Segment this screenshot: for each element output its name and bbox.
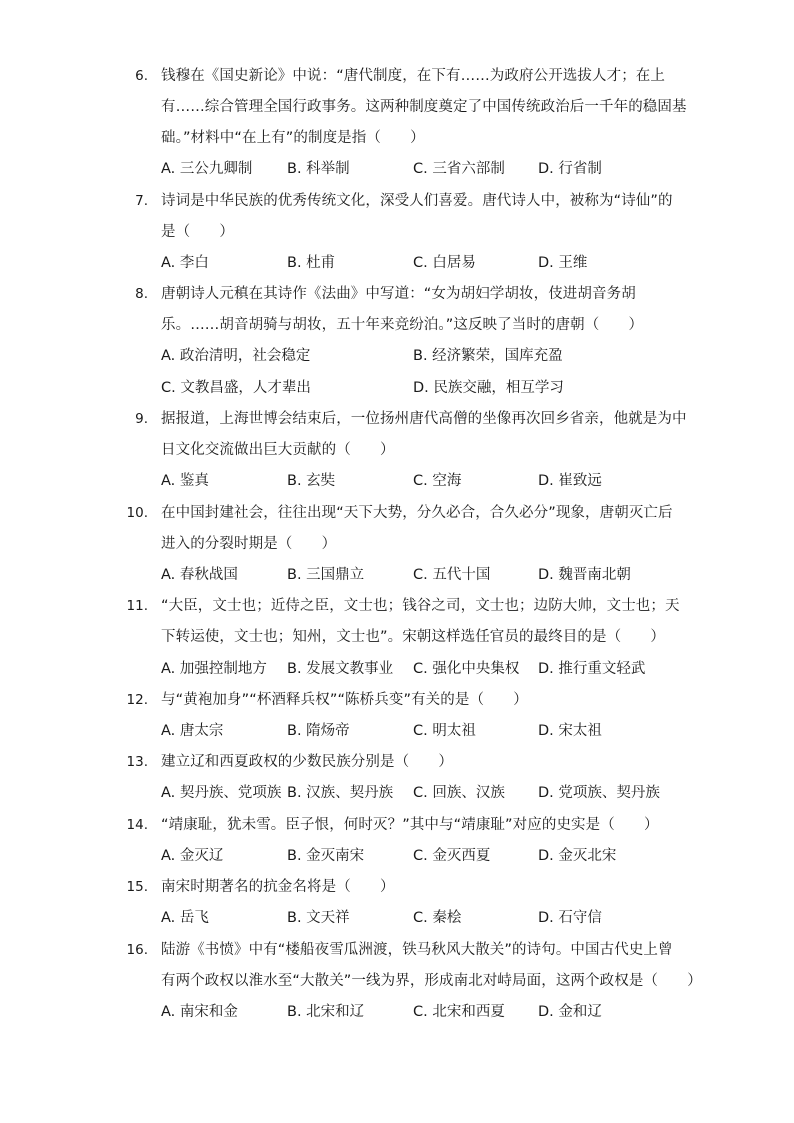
option-c: C. 白居易	[413, 255, 476, 271]
option-b: B. 科举制	[287, 161, 350, 177]
option-c: C. 三省六部制	[413, 161, 505, 177]
option-b: B. 隋炀帝	[287, 723, 350, 739]
option-b: B. 玄奘	[287, 473, 336, 489]
question-number: 12.	[126, 692, 148, 708]
option-a: A. 岳飞	[161, 910, 209, 926]
question-text-line: “靖康耻，犹未雪。臣子恨，何时灭？”其中与“靖康耻”对应的史实是（ ）	[161, 817, 659, 833]
question-text-line: 进入的分裂时期是（ ）	[161, 536, 337, 552]
question-text-line: 下转运使，文士也；知州，文士也”。宋朝这样选任官员的最终目的是（ ）	[161, 629, 666, 645]
option-c: C. 文教昌盛，人才辈出	[161, 380, 311, 396]
option-b: B. 发展文教事业	[287, 661, 394, 677]
question-number: 10.	[126, 505, 148, 521]
question-text-line: 有……综合管理全国行政事务。这两种制度奠定了中国传统政治后一千年的稳固基	[161, 99, 687, 115]
option-b: B. 北宋和辽	[287, 1004, 365, 1020]
option-a: A. 唐太宗	[161, 723, 224, 739]
option-b: B. 汉族、契丹族	[287, 785, 394, 801]
option-a: A. 政治清明，社会稳定	[161, 348, 311, 364]
option-a: A. 鉴真	[161, 473, 209, 489]
question-number: 9.	[135, 411, 148, 427]
question-text-line: 是（ ）	[161, 224, 234, 240]
question-number: 7.	[135, 193, 148, 209]
option-d: D. 金和辽	[538, 1004, 602, 1020]
option-a: A. 加强控制地方	[161, 661, 267, 677]
option-c: C. 金灭西夏	[413, 848, 491, 864]
option-c: C. 回族、汉族	[413, 785, 505, 801]
option-c: C. 北宋和西夏	[413, 1004, 505, 1020]
option-d: D. 魏晋南北朝	[538, 567, 631, 583]
question-text-line: 在中国封建社会，往往出现“天下大势，分久必合，合久必分”现象，唐朝灭亡后	[161, 505, 673, 521]
option-c: C. 明太祖	[413, 723, 476, 739]
option-a: A. 李白	[161, 255, 209, 271]
question-text-line: 据报道，上海世博会结束后，一位扬州唐代高僧的坐像再次回乡省亲，他就是为中	[161, 411, 687, 427]
question-text-line: 陆游《书愤》中有“楼船夜雪瓜洲渡，铁马秋风大散关”的诗句。中国古代史上曾	[161, 942, 673, 958]
option-a: A. 金灭辽	[161, 848, 224, 864]
option-a: A. 春秋战国	[161, 567, 238, 583]
option-a: A. 南宋和金	[161, 1004, 238, 1020]
question-number: 8.	[135, 286, 148, 302]
option-d: D. 崔致远	[538, 473, 602, 489]
option-b: B. 杜甫	[287, 255, 336, 271]
option-d: D. 王维	[538, 255, 588, 271]
question-text-line: 础。”材料中“在上有”的制度是指（ ）	[161, 130, 425, 146]
option-c: C. 空海	[413, 473, 462, 489]
option-a: A. 三公九卿制	[161, 161, 253, 177]
option-d: D. 推行重文轻武	[538, 661, 646, 677]
option-d: D. 党项族、契丹族	[538, 785, 660, 801]
question-number: 14.	[126, 817, 148, 833]
option-d: D. 行省制	[538, 161, 602, 177]
option-c: C. 五代十国	[413, 567, 491, 583]
question-text-line: 乐。……胡音胡骑与胡妆，五十年来竞纷泊。”这反映了当时的唐朝（ ）	[161, 317, 644, 333]
question-number: 16.	[126, 942, 148, 958]
question-text-line: 诗词是中华民族的优秀传统文化，深受人们喜爱。唐代诗人中，被称为“诗仙”的	[161, 193, 673, 209]
question-text-line: 钱穆在《国史新论》中说：“唐代制度，在下有……为政府公开选拔人才；在上	[161, 68, 666, 84]
option-d: D. 宋太祖	[538, 723, 602, 739]
question-number: 11.	[126, 598, 148, 614]
question-text-line: 南宋时期著名的抗金名将是（ ）	[161, 879, 395, 895]
question-number: 6.	[135, 68, 148, 84]
question-text-line: 与“黄袍加身”“杯酒释兵权”“陈桥兵变”有关的是（ ）	[161, 692, 528, 708]
question-number: 13.	[126, 754, 148, 770]
option-c: C. 秦桧	[413, 910, 462, 926]
question-number: 15.	[126, 879, 148, 895]
option-d: D. 民族交融，相互学习	[413, 380, 564, 396]
question-text-line: 建立辽和西夏政权的少数民族分别是（ ）	[161, 754, 453, 770]
option-d: D. 金灭北宋	[538, 848, 617, 864]
question-text-line: “大臣，文士也；近侍之臣，文士也；钱谷之司，文士也；边防大帅，文士也；天	[161, 598, 680, 614]
option-c: C. 强化中央集权	[413, 661, 520, 677]
option-b: B. 经济繁荣，国库充盈	[413, 348, 563, 364]
option-b: B. 金灭南宋	[287, 848, 365, 864]
option-d: D. 石守信	[538, 910, 602, 926]
option-b: B. 三国鼎立	[287, 567, 365, 583]
question-text-line: 日文化交流做出巨大贡献的（ ）	[161, 442, 395, 458]
question-text-line: 有两个政权以淮水至“大散关”一线为界，形成南北对峙局面，这两个政权是（ ）	[161, 973, 702, 989]
option-b: B. 文天祥	[287, 910, 350, 926]
option-a: A. 契丹族、党项族	[161, 785, 282, 801]
question-text-line: 唐朝诗人元稹在其诗作《法曲》中写道：“女为胡妇学胡妆，伎进胡音务胡	[161, 286, 636, 302]
